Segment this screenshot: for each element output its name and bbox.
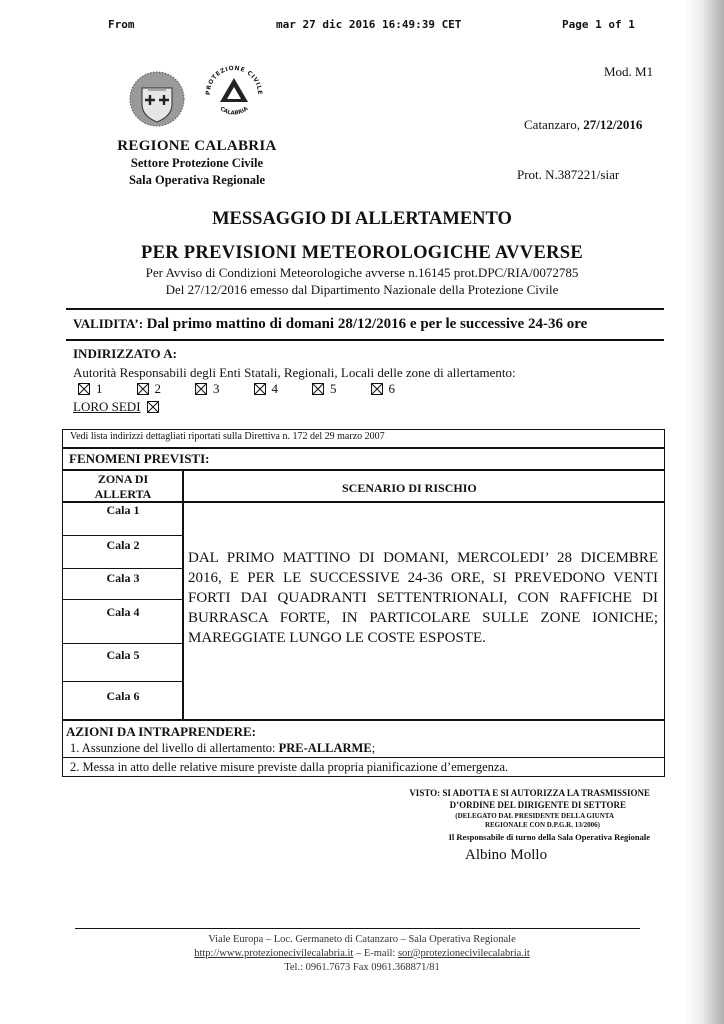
checked-box-icon bbox=[371, 383, 383, 395]
column-divider bbox=[182, 469, 184, 719]
approval-line3: (DELEGATO DAL PRESIDENTE DELLA GIUNTA bbox=[455, 812, 614, 820]
zone-row-label: Cala 5 bbox=[106, 648, 140, 662]
place-date-prefix: Catanzaro, bbox=[524, 117, 584, 132]
checked-box-icon bbox=[78, 383, 90, 395]
reference-notice-line2: Del 27/12/2016 emesso dal Dipartimento Nazionale della Protezione Civile bbox=[165, 282, 559, 297]
zone-row-label: Cala 4 bbox=[106, 605, 140, 619]
row-divider bbox=[62, 643, 182, 644]
divider bbox=[66, 308, 664, 310]
action-1-suffix: ; bbox=[371, 741, 376, 755]
zone-row-label: Cala 6 bbox=[106, 689, 140, 703]
footer-phone: Tel.: 0961.7673 Fax 0961.368871/81 bbox=[284, 962, 440, 973]
checked-box-icon bbox=[137, 383, 149, 395]
zone-checkbox-6[interactable] bbox=[371, 381, 396, 397]
zone-checkbox-label: 1 bbox=[96, 381, 103, 396]
validity-label: VALIDITA’: bbox=[73, 316, 144, 331]
divider bbox=[62, 719, 665, 721]
risk-scenario-text: DAL PRIMO MATTINO DI DOMANI, MERCOLEDI’ 28 DICEMBRE 2016, E PER LE SUCCESSIVE 24-36 ORE, SI PREVEDONO VENTI FORTI DAI QUADRANTI SETTENTRIONALI, CON RAFFICHE DI BURRASCA FORTE, IN PARTICOLARE SULLE ZONE IONICHE; MAREGGIATE LUNGO LE COSTE ESPOSTE. bbox=[188, 550, 658, 646]
divider bbox=[62, 757, 665, 758]
website-link[interactable]: http://www.protezionecivilecalabria.it bbox=[194, 948, 354, 959]
loro-sedi-label: LORO SEDI bbox=[73, 399, 141, 414]
zone-checkbox-label: 5 bbox=[330, 381, 337, 396]
region-name: REGIONE CALABRIA bbox=[117, 138, 277, 154]
zone-checkbox-1[interactable] bbox=[78, 381, 103, 397]
zone-checkbox-2[interactable] bbox=[137, 381, 162, 397]
zone-row-label: Cala 2 bbox=[106, 538, 140, 552]
place-date-value: 27/12/2016 bbox=[583, 117, 643, 132]
checked-box-icon bbox=[147, 401, 159, 413]
zone-checkbox-label: 4 bbox=[271, 381, 278, 396]
approval-line2: D’ORDINE DEL DIRIGENTE DI SETTORE bbox=[449, 800, 626, 810]
addressees-title: INDIRIZZATO A: bbox=[73, 346, 177, 361]
action-item-2: 2. Messa in atto delle relative misure previste dalla propria pianificazione d’emergenza. bbox=[70, 760, 509, 774]
zone-row-label: Cala 3 bbox=[106, 571, 140, 585]
fax-from: From bbox=[108, 18, 135, 31]
zone-row-label: Cala 1 bbox=[106, 503, 140, 517]
row-divider bbox=[62, 681, 182, 682]
zone-checkbox-row bbox=[78, 381, 429, 397]
fax-page-count: Page 1 of 1 bbox=[562, 18, 635, 31]
responsible-role: Il Responsabile di turno della Sala Operativa Regionale bbox=[448, 832, 650, 842]
place-date bbox=[524, 117, 642, 133]
divider bbox=[66, 339, 664, 341]
zone-checkbox-3[interactable] bbox=[195, 381, 220, 397]
svg-text:CALABRIA: CALABRIA bbox=[218, 106, 250, 117]
loro-sedi-checkbox[interactable] bbox=[73, 399, 165, 415]
region-coat-of-arms-logo bbox=[128, 68, 186, 130]
zone-checkbox-label: 2 bbox=[154, 381, 161, 396]
zone-checkbox-5[interactable] bbox=[312, 381, 337, 397]
zone-checkbox-4[interactable] bbox=[254, 381, 279, 397]
fax-datetime: mar 27 dic 2016 16:49:39 CET bbox=[276, 18, 462, 31]
action-item-1 bbox=[70, 741, 375, 756]
row-divider bbox=[62, 535, 182, 536]
zone-checkbox-label: 3 bbox=[213, 381, 220, 396]
approval-line1: VISTO: SI ADOTTA E SI AUTORIZZA LA TRASMISSIONE bbox=[409, 788, 650, 798]
civil-protection-logo bbox=[200, 60, 268, 128]
approval-line4: REGIONALE CON D.P.G.R. 13/2006) bbox=[484, 821, 600, 829]
email-link[interactable]: sor@protezionecivilecalabria.it bbox=[397, 948, 530, 959]
reference-notice-line1: Per Avviso di Condizioni Meteorologiche avverse n.16145 prot.DPC/RIA/0072785 bbox=[145, 265, 579, 280]
phenomena-title: FENOMENI PREVISTI: bbox=[69, 451, 210, 466]
checked-box-icon bbox=[254, 383, 266, 395]
divider bbox=[62, 469, 665, 471]
scan-edge-shadow bbox=[684, 0, 724, 1024]
email-label: – E-mail: bbox=[353, 948, 398, 959]
actions-title: AZIONI DA INTRAPRENDERE: bbox=[66, 724, 256, 739]
zone-header-line2: ALLERTA bbox=[94, 487, 152, 501]
zone-column-header bbox=[64, 472, 182, 502]
action-1-text: 1. Assunzione del livello di allertamento: bbox=[70, 741, 279, 755]
form-code: Mod. M1 bbox=[604, 64, 654, 79]
footer-address: Viale Europa – Loc. Germaneto di Catanzaro – Sala Operativa Regionale bbox=[208, 934, 516, 945]
divider bbox=[62, 447, 665, 449]
responsible-name: Albino Mollo bbox=[465, 847, 548, 863]
zone-checkbox-label: 6 bbox=[388, 381, 395, 396]
row-divider bbox=[62, 599, 182, 600]
directive-note: Vedi lista indirizzi dettagliati riportati sulla Direttiva n. 172 del 29 marzo 2007 bbox=[70, 431, 385, 442]
sector-name: Settore Protezione Civile bbox=[130, 156, 264, 170]
checked-box-icon bbox=[195, 383, 207, 395]
protocol-number: Prot. N.387221/siar bbox=[517, 167, 620, 182]
document-subtitle: PER PREVISIONI METEOROLOGICHE AVVERSE bbox=[140, 243, 583, 263]
validity-line bbox=[73, 316, 587, 333]
footer-divider bbox=[75, 928, 640, 929]
footer-contacts bbox=[0, 948, 724, 959]
alert-level: PRE-ALLARME bbox=[278, 741, 372, 755]
scenario-column-header: SCENARIO DI RISCHIO bbox=[342, 481, 477, 495]
operations-room-name: Sala Operativa Regionale bbox=[128, 173, 266, 187]
zone-header-line1: ZONA DI bbox=[97, 472, 149, 486]
document-title: MESSAGGIO DI ALLERTAMENTO bbox=[212, 209, 512, 229]
checked-box-icon bbox=[312, 383, 324, 395]
svg-text:PROTEZIONE CIVILE: PROTEZIONE CIVILE bbox=[204, 64, 264, 96]
validity-text: Dal primo mattino di domani 28/12/2016 e per le successive 24-36 ore bbox=[146, 316, 588, 332]
addressees-description: Autorità Responsabili degli Enti Statali, Regionali, Locali delle zone di allertamento: bbox=[73, 365, 516, 380]
row-divider bbox=[62, 568, 182, 569]
